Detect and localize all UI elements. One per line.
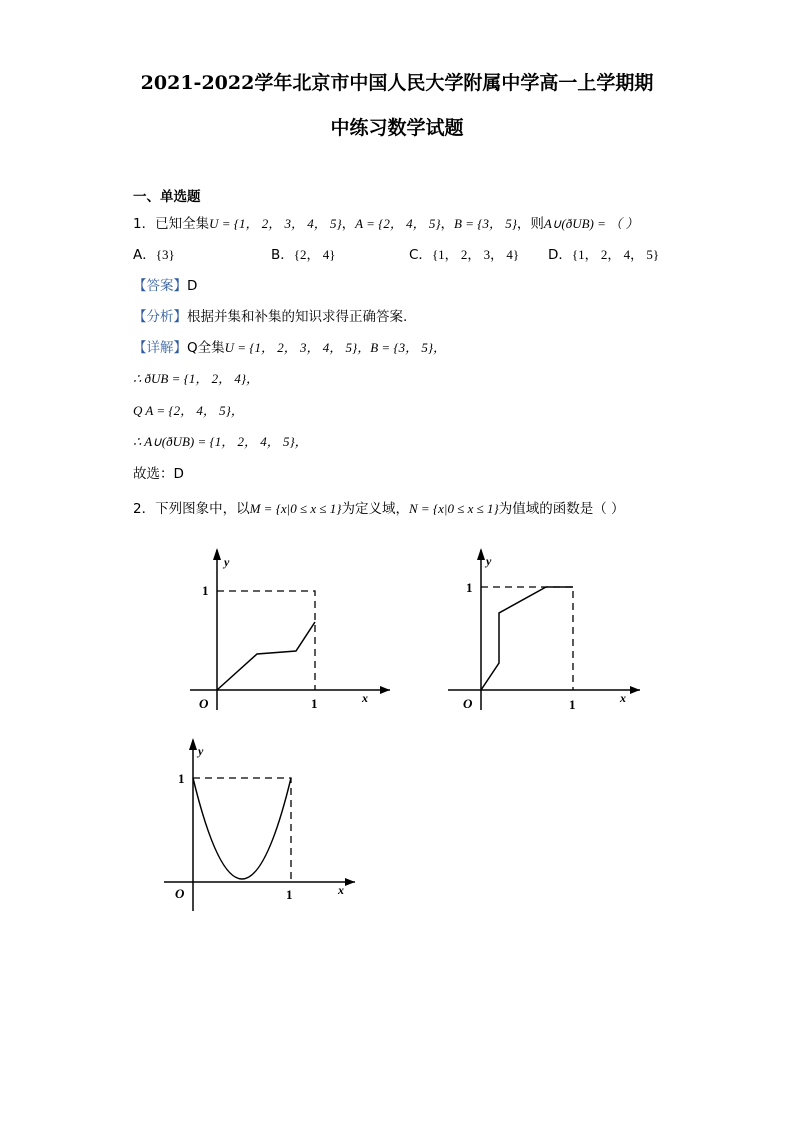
graph-c-origin: O	[175, 886, 185, 901]
answer-tag: 【答案】	[133, 278, 187, 294]
graph-b-y-one: 1	[466, 580, 473, 595]
q1-stem	[133, 212, 638, 232]
q1-option-d-value: {1， 2， 4， 5}	[571, 247, 660, 262]
graph-a-x-arrow	[380, 686, 390, 694]
q2-suffix: 为值域的函数是（ ）	[498, 501, 625, 517]
q1-analysis	[133, 305, 407, 325]
graph-c-y-label: y	[198, 744, 204, 758]
graph-c-x-arrow	[345, 878, 355, 886]
graph-b-y-label: y	[486, 554, 492, 568]
q1-detail-line3: Q A = {2， 4， 5}，	[133, 403, 244, 418]
q2-set-m: M = {x|0 ≤ x ≤ 1}	[249, 501, 342, 516]
graph-b-dashed-box	[481, 587, 573, 690]
q1-then: ，则	[516, 216, 544, 232]
analysis-tag: 【分析】	[133, 309, 187, 325]
graph-a-x-one: 1	[311, 696, 318, 711]
section-heading: 一、单选题	[133, 189, 201, 205]
answer-value: D	[187, 278, 198, 294]
q1-set-b: B = {3， 5}	[454, 216, 517, 231]
q1-option-d-label: D．	[548, 247, 572, 263]
q1-set-u: U = {1， 2， 3， 4， 5}	[209, 216, 342, 231]
q2-set-n: N = {x|0 ≤ x ≤ 1}	[408, 501, 499, 516]
q1-detail-line1	[133, 336, 446, 356]
detail-tag: 【详解】	[133, 340, 187, 356]
q2-stem-prefix: 2．下列图象中，以	[133, 501, 250, 517]
q2-stem	[133, 497, 625, 517]
graph-b-y-arrow	[477, 548, 485, 560]
graph-c-x-label: x	[338, 883, 344, 897]
analysis-text: 根据并集和补集的知识求得正确答案.	[187, 309, 408, 325]
q1-option-c-value: {1， 2， 3， 4}	[431, 247, 520, 262]
graph-b-x-arrow	[630, 686, 640, 694]
graph-b	[440, 540, 650, 720]
q1-option-a-value: {3}	[155, 247, 175, 262]
q1-stem-prefix: 1．已知全集	[133, 216, 210, 232]
q1-option-b-label: B．	[271, 247, 294, 263]
q1-sep2: ，	[440, 216, 455, 232]
graph-a-y-arrow	[213, 548, 221, 560]
q1-option-a-label: A．	[133, 247, 156, 263]
graph-a-curve	[217, 622, 315, 690]
graph-a-y-one: 1	[202, 583, 209, 598]
q1-detail-line4: ∴ A∪(ðUB) = {1， 2， 4， 5}，	[133, 434, 308, 449]
q1-sep1: ，	[341, 216, 356, 232]
q1-choose: 故选：D	[133, 466, 184, 482]
q1-ask: A∪(ðUB) = （ ）	[543, 216, 639, 231]
q1-answer	[133, 274, 197, 294]
doc-title-line2: 中练习数学试题	[330, 117, 464, 139]
graph-c-x-one: 1	[286, 887, 293, 902]
graph-b-curve	[481, 587, 573, 690]
q1-option-d	[548, 243, 659, 263]
graph-a-origin: O	[199, 696, 209, 711]
q2-mid: 为定义域，	[341, 501, 409, 517]
graph-c-y-one: 1	[178, 771, 185, 786]
graph-c-curve	[193, 778, 291, 879]
graph-b-x-one: 1	[569, 697, 576, 712]
q1-set-a: A = {2， 4， 5}	[355, 216, 441, 231]
graph-a	[180, 540, 400, 715]
doc-title-line1: 2021-2022学年北京市中国人民大学附属中学高一上学期期	[140, 72, 654, 94]
graph-c-y-arrow	[189, 738, 197, 750]
graph-c	[160, 735, 360, 915]
graph-a-x-label: x	[362, 691, 368, 705]
detail-line1-prefix: Q全集	[187, 340, 225, 356]
detail-line1-math: U = {1， 2， 3， 4， 5}，B = {3， 5}，	[224, 340, 447, 355]
q1-option-a	[133, 243, 175, 263]
q1-detail-line2: ∴ ðUB = {1， 2， 4}，	[133, 371, 260, 386]
q1-option-c	[409, 243, 519, 263]
q1-option-b-value: {2， 4}	[293, 247, 336, 262]
graph-b-x-label: x	[620, 691, 626, 705]
graph-b-origin: O	[463, 696, 473, 711]
graph-a-y-label: y	[224, 555, 230, 569]
graph-a-dashed-box	[217, 591, 315, 690]
q1-option-c-label: C．	[409, 247, 432, 263]
q1-option-b	[271, 243, 336, 263]
